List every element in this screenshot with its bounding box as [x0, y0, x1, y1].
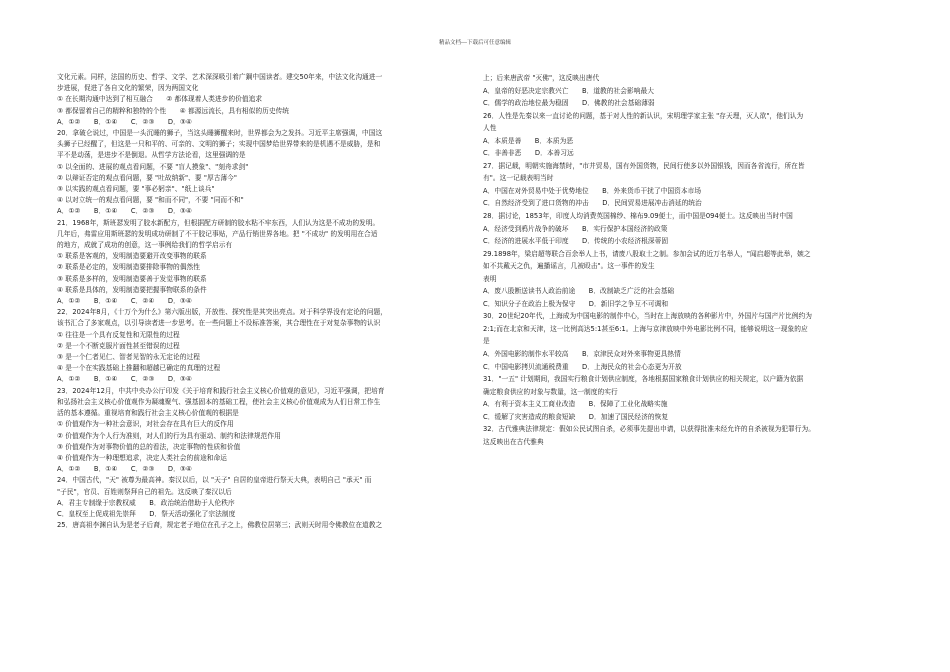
right-text-line: 28．据讨论，1853年，印度人均消费英国棉纱、棉布9.09便士，而中国是094便士。这反映出当时中国 [483, 212, 793, 221]
right-text-line: A．经济受到鸦片战争的破坏 B．实行保护本国经济的政策 [483, 224, 668, 233]
right-text-line: 确定粮食供应的对象与数量，这一制度的实行 [483, 387, 618, 396]
left-text-line: A．君主专制缘于宗教权威 B．政治统治借助于人伦秩序 [57, 498, 235, 507]
left-text-line: ① 联系是客观的，发明制造要避开改变事物的联系 [57, 252, 207, 261]
left-text-line: ① 往往是一个具有反复性和无限性的过程 [57, 330, 180, 339]
left-text-line: 21．1968年，斯班瑟发明了胶水新配方，但根据配方研制的胶水粘不牢东西，人们认为这是不成功的发明。 [57, 218, 380, 227]
right-text-line: A．皇帝的好恶决定宗教兴亡 B．道教的社会影响最大 [483, 86, 654, 95]
right-text-line: 是 [483, 337, 490, 346]
left-text-line: 活的基本遵循。重视培育和践行社会主义核心价值观的根据是 [57, 409, 239, 418]
right-text-line: 26．人性是先秦以来一直讨论的问题，基于对人性的新认识，宋明理学家主张 "存天理，灭人欲"，他们认为 [483, 111, 804, 120]
left-text-line: 和弘扬社会主义核心价值观作为凝魂聚气、强基固本的基础工程，使社会主义核心价值观成为人们日常工作生 [57, 397, 381, 406]
left-text-line: A．①② B．①④ C．②③ D．③④ [57, 375, 192, 384]
left-text-line: ② 联系是必定的，发明制造要排除事物的偶然性 [57, 263, 200, 272]
right-text-line: A．中国在对外贸易中处于优势地位 B．外来货币干扰了中国资本市场 [483, 186, 702, 195]
right-text-line: 27．据记载，明朝实施海禁时，"市井贸易，国有外国货物，民间行使多以外国银钱，因而各省流行，所在皆 [483, 161, 805, 170]
right-text-line: C．中国电影拷贝流通税费重 D．上海民众的社会心态更为开放 [483, 362, 682, 371]
right-text-line: A．有利于资本主义工商业改造 B．保障了工业化战略实施 [483, 400, 668, 409]
left-text-line: C．皇权至上促成祖先崇拜 D．祭天活动强化了宗法制度 [57, 509, 236, 518]
right-text-line: 29.1898年，梁启超等联合百余举人上书，请废八股取士之制。参加会试的近万名举人，"闻启超等此举，嫉之 [483, 249, 811, 258]
right-text-line: 2:1;而在北京和天津，这一比例高达5:1甚至6:1。上海与京津放映中外电影比例不同，能够说明这一现象的应 [483, 324, 808, 333]
right-text-line: 表明 [483, 274, 497, 283]
left-text-line: 头狮子已经醒了，但这是一只和平的、可亲的、文明的狮子；实现中国梦给世界带来的是机遇不是威胁，是和 [57, 140, 381, 149]
left-column [57, 72, 469, 531]
right-text-line: 这反映出在古代雅典 [483, 437, 544, 446]
left-text-line: A．①② B．①④ C．②④ D．③④ [57, 297, 192, 306]
right-text-line: 30．20世纪20年代，上海成为中国电影的制作中心，当时在上海放映的各种影片中，外国片与国产片比例约为 [483, 312, 813, 321]
right-text-line: 人性 [483, 124, 497, 133]
left-text-line: 几年后，弗雷应用斯班瑟的发明成功研制了不干胶记事贴，产品行销世界各地。把 "不成功" 的发明用在合适 [57, 229, 378, 238]
right-column [483, 72, 888, 448]
left-text-line: A．①② B．①④ C．②③ D．③④ [57, 465, 192, 474]
left-text-line: ④ 价值观作为一种理想追求，决定人类社会的前途和命运 [57, 453, 227, 462]
left-text-line: ③ 都保留着自己的精粹和独特的个性 ④ 都源远流长，具有相似的历史传统 [57, 106, 290, 115]
left-text-line: ④ 是一个在实践基础上推翻和超越已确定的真理的过程 [57, 364, 221, 373]
right-text-line: 32．古代雅典法律规定：假如公民试图自杀，必须事先提出申请，以获得批准未经允许的自杀被视为犯罪行为。 [483, 425, 816, 434]
left-text-line: ① 以全面的、进展的观点看问题，不要 "盲人摸象"、"刻舟求剑" [57, 162, 249, 171]
left-text-line: ③ 联系是多样的，发明制造要善于发觉事物的联系 [57, 274, 207, 283]
left-text-line: 24．中国古代，"天" 被尊为最高神。秦汉以后，以 "天子" 自居的皇帝进行祭天大典，表明自己 "承天" 而 [57, 476, 372, 485]
left-text-line: ② 价值观作为个人行为准则，对人们的行为具有驱动、制约和法律规范作用 [57, 431, 281, 440]
left-text-line: ④ 以对立统一的观点看问题，要 "和而不同"，不要 "同而不和" [57, 196, 244, 205]
left-text-line: ③ 是一个仁者见仁、智者见智的永无定论的过程 [57, 353, 200, 362]
left-text-line: ① 价值观作为一种社会意识，对社会存在具有巨大的反作用 [57, 420, 234, 429]
right-text-line: 有"。这一记载表明当时 [483, 174, 554, 183]
left-text-line: 平不是动荡，是进步不是倒退。从哲学方法论看，这里强调的是 [57, 151, 246, 160]
left-text-line: 20．拿破仑说过，中国是一头沉睡的狮子，当这头睡狮醒来时，世界都会为之发抖。习近平主席强调，中国这 [57, 129, 383, 138]
right-text-line: C．儒学的政治地位最为稳固 D．佛教的社会基础薄弱 [483, 99, 655, 108]
left-text-line: A．①② B．①④ C．②③ D．③④ [57, 117, 192, 126]
left-text-line: "子民"，官员、百姓则祭拜自己的祖先。这反映了秦汉以后 [57, 487, 232, 496]
left-text-line: A．①② B．①④ C．②③ D．③④ [57, 207, 192, 216]
left-text-line: 25．唐高祖李渊自认为是老子后裔，规定老子地位在孔子之上，佛教位居第三；武则天时用令佛教位在道教之 [57, 521, 383, 530]
left-text-line: ④ 联系是具体的，发明制造要把握事物联系的条件 [57, 285, 207, 294]
left-text-line: 的地方，成就了成功的创意，这一事例给我们的哲学启示有 [57, 241, 233, 250]
left-text-line: ③ 价值观作为对事物价值的总的看法，决定事物的性质和价值 [57, 442, 241, 451]
left-text-line: 22．2024年8月，《十万个为什么》第六版出版，开放性、探究性是其突出亮点。对于科学界没有定论的问题， [57, 308, 387, 317]
left-text-line: ② 以辩证否定的观点看问题，要 "吐故纳新"、要 "厚古薄今" [57, 173, 238, 182]
left-text-line: ① 在长期沟通中达到了相互融合 ② 都体现着人类进步的价值追求 [57, 95, 263, 104]
right-text-line: A．本质是善 B．本质为恶 [483, 136, 574, 145]
left-text-line: ③ 以实践的观点看问题，要 "事必躬亲"、"纸上谈兵" [57, 185, 215, 194]
left-text-line: 该书汇合了多家观点，以引导读者进一步思考。在一些问题上不设标准答案，其合理性在于对复杂事物的认识 [57, 319, 381, 328]
right-text-line: C．缓解了灾害造成的粮食短缺 D．加速了国民经济的恢复 [483, 412, 669, 421]
right-text-line: C．经济的进展水平低于印度 D．传统的小农经济根深蒂固 [483, 237, 669, 246]
right-text-line: 如不共戴天之仇，遍播谣言，几被殴击"。这一事件的发生 [483, 262, 655, 271]
right-text-line: A．废八股断送读书人政治前途 B．改制缺乏广泛的社会基础 [483, 287, 675, 296]
right-text-line: C．自然经济受到了进口货物的冲击 D．民间贸易进展冲击消延的统治 [483, 199, 702, 208]
left-text-line: 步进展，促进了各自文化的繁荣，因为两国文化 [57, 84, 199, 93]
right-text-line: C．知识分子在政治上极为保守 D．新旧学之争互不可调和 [483, 299, 669, 308]
right-text-line: 31．"一五" 计划期间，我国实行粮食计划供应制度，各地根据国家粮食计划供应的相关规定，以户籍为依据 [483, 375, 804, 384]
left-text-line: ② 是一个不断克服片面性甚至错误的过程 [57, 341, 180, 350]
left-text-line: 23．2024年12月，中共中央办公厅印发《关于培育和践行社会主义核心价值观的意见》，习近平强调，把培育 [57, 386, 385, 395]
right-text-line: A．外国电影的制作水平较高 B．京津民众对外来事物更具热情 [483, 350, 681, 359]
left-text-line: 文化元素。同样，法国的历史、哲学、文学、艺术深深吸引着广鋼中国读者。建交50年来，中法文化沟通进一 [57, 73, 383, 81]
page-header: 精品文档---下载后可任意编辑 [439, 40, 511, 46]
right-text-line: 上；后来唐武帝 "灭佛"，这反映出唐代 [483, 74, 600, 82]
right-text-line: C．非善非恶 D．本善习远 [483, 149, 574, 158]
